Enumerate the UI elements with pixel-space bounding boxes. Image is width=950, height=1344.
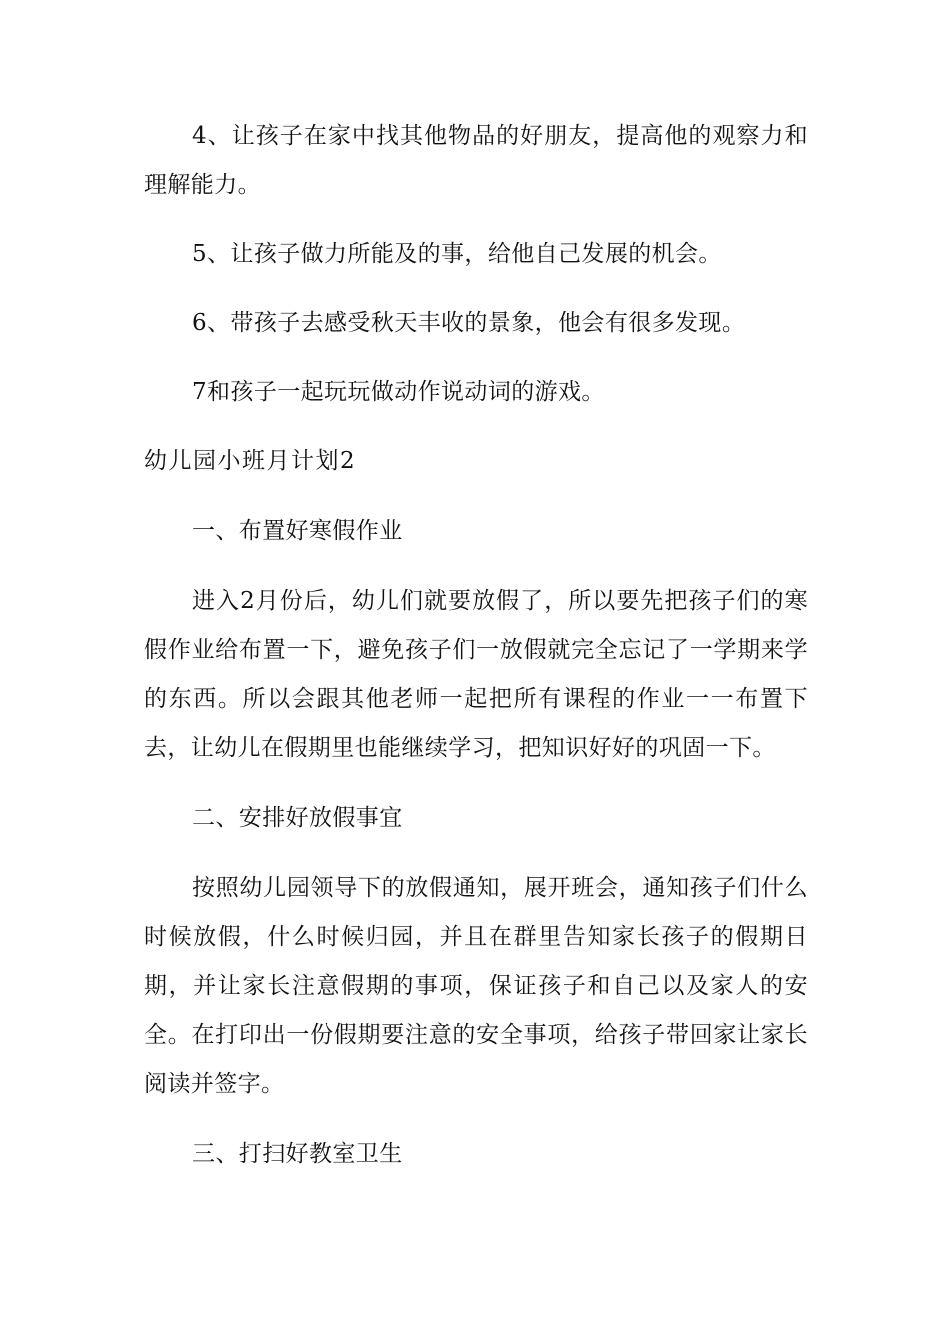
heading-winter-homework: 一、布置好寒假作业 <box>192 518 403 544</box>
paragraph-winter-homework: 进入2月份后，幼儿们就要放假了，所以要先把孩子们的寒假作业给布置一下，避免孩子们一放假就完全忘记了一学期来学的东西。所以会跟其他老师一起把所有课程的作业一一布置下去，让幼儿在假期里也能继续学习，把知识好好的巩固一下。 <box>144 588 808 761</box>
heading-classroom-cleaning: 三、打扫好教室卫生 <box>192 1141 403 1167</box>
section-title: 幼儿园小班月计划2 <box>144 448 357 474</box>
list-item-4: 4、让孩子在家中找其他物品的好朋友，提高他的观察力和理解能力。 <box>144 123 808 198</box>
document-body <box>144 112 808 1179</box>
paragraph-holiday-arrangements: 按照幼儿园领导下的放假通知，展开班会，通知孩子们什么时候放假，什么时候归园，并且在群里告知家长孩子的假期日期，并让家长注意假期的事项，保证孩子和自己以及家人的安全。在打印出一份假期要注意的安全事项，给孩子带回家让家长阅读并签字。 <box>144 875 808 1097</box>
list-item-7: 7和孩子一起玩玩做动作说动词的游戏。 <box>192 379 605 405</box>
heading-holiday-arrangements: 二、安排好放假事宜 <box>192 805 403 831</box>
list-item-6: 6、带孩子去感受秋天丰收的景象，他会有很多发现。 <box>192 310 746 336</box>
list-item-5: 5、让孩子做力所能及的事，给他自己发展的机会。 <box>192 241 722 267</box>
